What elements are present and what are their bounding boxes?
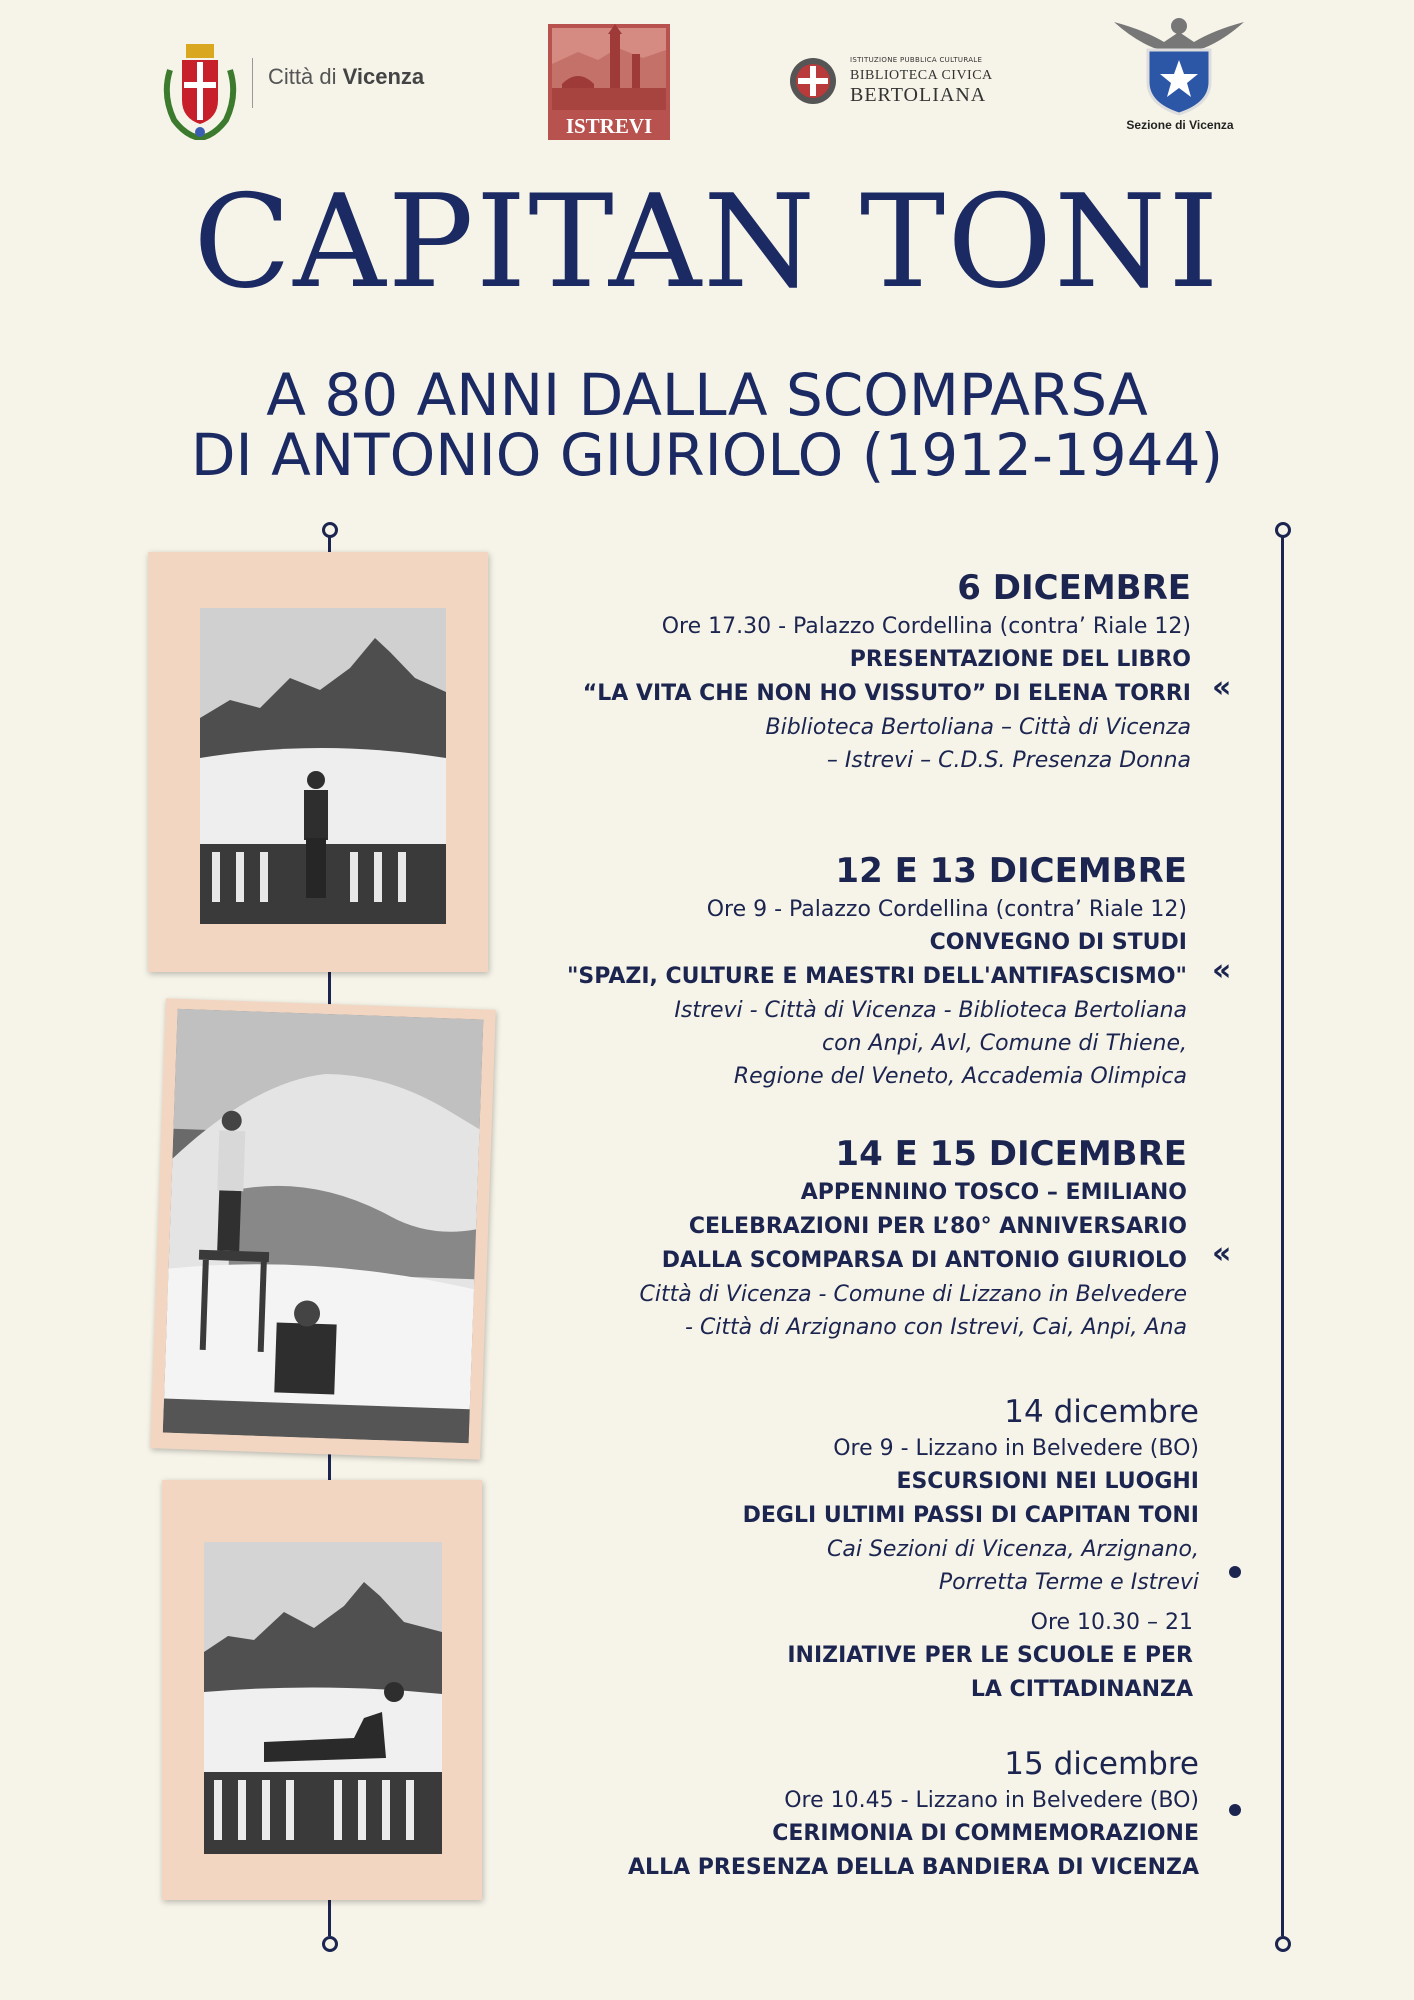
chevron-left-icon: « — [1212, 670, 1232, 705]
citta-di-vicenza-logo — [160, 40, 440, 120]
cai-sezione-label: Sezione di Vicenza — [1126, 118, 1234, 132]
page-title: CAPITAN TONI — [193, 168, 1221, 317]
event-organizers: Istrevi - Città di Vicenza - Biblioteca Bertoliana — [674, 998, 1187, 1023]
cai-eagle-icon — [1114, 12, 1244, 116]
bullet-dot — [1229, 1566, 1241, 1578]
event-time: Ore 10.45 - Lizzano in Belvedere (BO) — [784, 1788, 1199, 1813]
event-organizers: Porretta Terme e Istrevi — [938, 1570, 1199, 1595]
event-heading: DALLA SCOMPARSA DI ANTONIO GIURIOLO — [661, 1248, 1187, 1273]
event-14-15-dicembre — [640, 1132, 1187, 1344]
event-date: 12 E 13 DICEMBRE — [835, 851, 1187, 891]
event-time: Ore 17.30 - Palazzo Cordellina (contra’ Riale 12) — [661, 614, 1191, 639]
photo-image — [200, 608, 446, 924]
bertoliana-line1: ISTITUZIONE PUBBLICA CULTURALE — [850, 56, 983, 64]
event-14-dicembre — [743, 1392, 1199, 1599]
event-15-dicembre — [628, 1744, 1199, 1885]
logo-divider — [252, 58, 253, 108]
vicenza-crest-icon — [160, 40, 240, 140]
event-organizers: con Anpi, Avl, Comune di Thiene, — [822, 1031, 1187, 1056]
istrevi-label: ISTREVI — [565, 114, 653, 138]
event-organizers: Città di Vicenza - Comune di Lizzano in Belvedere — [639, 1282, 1187, 1307]
logo-bar — [0, 0, 1414, 150]
event-heading: INIZIATIVE PER LE SCUOLE E PER — [787, 1643, 1193, 1668]
left-timeline-end-dot — [322, 1936, 338, 1952]
event-time: Ore 10.30 – 21 — [1030, 1610, 1193, 1635]
subtitle — [0, 361, 1414, 489]
event-6-dicembre — [583, 566, 1191, 777]
photo-image — [163, 1009, 484, 1443]
event-heading: APPENNINO TOSCO – EMILIANO — [800, 1180, 1187, 1205]
historic-photo-mountain-table — [150, 998, 496, 1459]
right-timeline-end-dot — [1275, 1936, 1291, 1952]
event-time: Ore 9 - Lizzano in Belvedere (BO) — [833, 1436, 1199, 1461]
event-date: 14 E 15 DICEMBRE — [835, 1134, 1187, 1174]
cai-logo — [1110, 12, 1250, 137]
biblioteca-bertoliana-logo — [788, 52, 1008, 112]
event-heading: ALLA PRESENZA DELLA BANDIERA DI VICENZA — [628, 1855, 1199, 1880]
event-heading: ESCURSIONI NEI LUOGHI — [896, 1469, 1199, 1494]
chevron-left-icon: « — [1212, 953, 1232, 988]
photo-image — [204, 1542, 442, 1854]
subtitle-line: A 80 ANNI DALLA SCOMPARSA — [266, 361, 1148, 429]
bullet-dot — [1229, 1804, 1241, 1816]
right-timeline-start-dot — [1275, 522, 1291, 538]
event-date: 14 dicembre — [1004, 1394, 1199, 1430]
chevron-left-icon: « — [1212, 1236, 1232, 1271]
historic-photo-seated — [162, 1480, 482, 1900]
event-organizers: Biblioteca Bertoliana – Città di Vicenza — [765, 715, 1191, 740]
right-timeline-line — [1281, 536, 1284, 1936]
event-heading: "SPAZI, CULTURE E MAESTRI DELL'ANTIFASCISMO" — [566, 964, 1187, 989]
bertoliana-line3: BERTOLIANA — [850, 84, 987, 106]
event-organizers: – Istrevi – C.D.S. Presenza Donna — [826, 748, 1191, 773]
event-organizers: - Città di Arzignano con Istrevi, Cai, Anpi, Ana — [685, 1315, 1187, 1340]
event-heading: CONVEGNO DI STUDI — [929, 930, 1187, 955]
event-heading: DEGLI ULTIMI PASSI DI CAPITAN TONI — [742, 1503, 1199, 1528]
event-12-13-dicembre — [567, 849, 1187, 1093]
event-heading: CERIMONIA DI COMMEMORAZIONE — [772, 1821, 1199, 1846]
subtitle-line: DI ANTONIO GIURIOLO (1912-1944) — [190, 421, 1224, 489]
event-heading: “LA VITA CHE NON HO VISSUTO” DI ELENA TORRI — [582, 681, 1191, 706]
event-heading: PRESENTAZIONE DEL LIBRO — [849, 647, 1191, 672]
citta-di-vicenza-text: Città di Vicenza — [268, 64, 425, 89]
event-date: 15 dicembre — [1004, 1746, 1199, 1782]
event-time: Ore 9 - Palazzo Cordellina (contra’ Riale 12) — [706, 897, 1187, 922]
historic-photo-balcony — [148, 552, 488, 972]
bertoliana-seal-icon — [788, 56, 838, 106]
left-timeline-start-dot — [322, 522, 338, 538]
event-14-dicembre-scuole — [787, 1606, 1193, 1707]
event-organizers: Regione del Veneto, Accademia Olimpica — [733, 1064, 1187, 1089]
bertoliana-line2: BIBLIOTECA CIVICA — [850, 68, 993, 83]
event-date: 6 DICEMBRE — [957, 568, 1191, 608]
event-heading: LA CITTADINANZA — [970, 1677, 1193, 1702]
istrevi-logo — [548, 24, 670, 140]
event-heading: CELEBRAZIONI PER L’80° ANNIVERSARIO — [688, 1214, 1187, 1239]
event-organizers: Cai Sezioni di Vicenza, Arzignano, — [827, 1537, 1199, 1562]
